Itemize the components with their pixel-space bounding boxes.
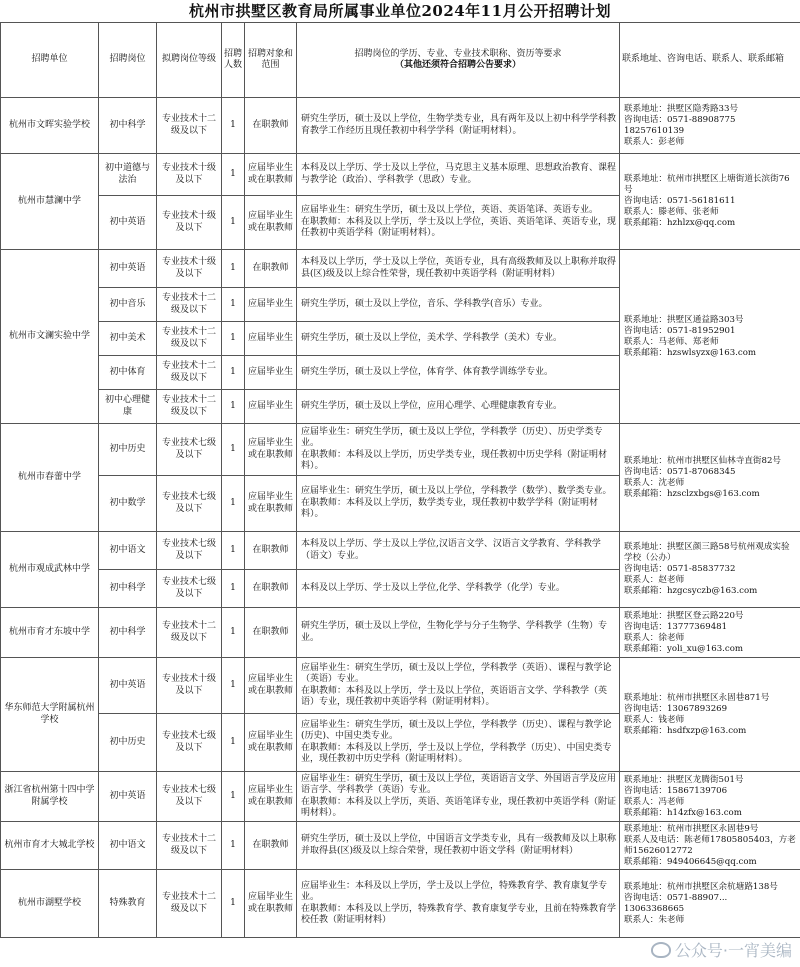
contact-line: 联系邮箱：yoli_xu@163.com [624,643,744,654]
contact-line: 联系地址：杭州市拱墅区仙林寺直街82号 [624,455,782,466]
requirements-cell [297,390,620,424]
level-cell: 专业技术十二级及以下 [157,356,222,390]
contact-line: 联系人：钱老师 [624,714,685,725]
post-cell: 初中英语 [99,196,157,250]
count-cell: 1 [222,772,245,822]
target-cell: 应届毕业生或在职教师 [245,196,297,250]
requirements-cell [297,250,620,288]
table-row [1,532,800,570]
count-cell: 1 [222,532,245,570]
requirements-cell [297,288,620,322]
contact-cell [620,870,800,938]
post-cell: 初中语文 [99,822,157,870]
unit-name-cell: 浙江省杭州第十四中学附属学校 [1,772,99,822]
page-title: 杭州市拱墅区教育局所属事业单位2024年11月公开招聘计划 [188,2,612,20]
requirements-cell [297,772,620,822]
contact-line: 联系人：朱老师 [624,914,685,925]
contact-line: 18257610139 [624,125,685,136]
contact-line: 联系人：马老师、郑老师 [624,336,719,347]
requirements-cell [297,154,620,196]
post-cell: 初中体育 [99,356,157,390]
contact-line: 咨询电话：0571-87068345 [624,466,736,477]
requirements-cell [297,608,620,658]
target-cell: 应届毕业生 [245,288,297,322]
post-cell: 初中科学 [99,570,157,608]
wechat-icon [651,942,671,958]
post-cell: 初中音乐 [99,288,157,322]
requirement-line: 应届毕业生：本科及以上学历，学士及以上学位，特殊教育学、教育康复学专业。 [301,880,608,903]
level-cell: 专业技术七级及以下 [157,714,222,772]
count-cell: 1 [222,250,245,288]
level-cell: 专业技术十二级及以下 [157,870,222,938]
count-cell: 1 [222,322,245,356]
post-cell: 初中道德与法治 [99,154,157,196]
contact-cell [620,822,800,870]
requirement-line: 应届毕业生：研究生学历，硕士及以上学位，学科教学（数学）、数学类专业。 [301,486,612,497]
count-cell: 1 [222,288,245,322]
watermark-text: 公众号·一宵美编 [674,941,792,960]
recruitment-table [0,22,800,938]
requirement-line: 在职教师：本科及以上学历，历史学类专业，现任教初中历史学科（附证明材料）。 [301,449,608,471]
unit-name-cell: 杭州市湖墅学校 [1,870,99,938]
level-cell: 专业技术十级及以下 [157,658,222,714]
requirement-line: 应届毕业生：研究生学历，硕士及以上学位，学科教学（历史）、课程与教学论(历史)、中国史类专业。 [301,719,612,742]
requirements-cell [297,822,620,870]
requirements-cell [297,356,620,390]
target-cell: 应届毕业生或在职教师 [245,154,297,196]
post-cell: 初中英语 [99,250,157,288]
target-cell: 在职教师 [245,98,297,154]
unit-name-cell: 杭州市文晖实验学校 [1,98,99,154]
header-contact: 联系地址、咨询电话、联系人、联系邮箱 [620,23,800,98]
header-count: 招聘人数 [222,23,245,98]
target-cell: 应届毕业生 [245,390,297,424]
level-cell: 专业技术十二级及以下 [157,98,222,154]
header-target: 招聘对象和范围 [245,23,297,98]
contact-line: 联系邮箱：hzswlsyzx@163.com [624,347,757,358]
contact-line: 咨询电话：0571-88907... [624,892,728,903]
target-cell: 应届毕业生 [245,322,297,356]
contact-line: 联系邮箱：hzgcsyczb@163.com [624,586,758,596]
requirement-line: 在职教师：本科及以上学历，数学类专业，现任教初中数学学科（附证明材料）。 [301,497,599,520]
post-cell: 初中科学 [99,98,157,154]
header-level: 拟聘岗位等级 [157,23,222,98]
contact-line: 咨询电话：0571-85837732 [624,564,736,574]
contact-cell [620,154,800,250]
contact-line: 联系地址：拱墅区隐秀路33号 [624,103,739,114]
contact-line: 联系人：滕老师、张老师 [624,207,719,217]
requirements-cell [297,98,620,154]
requirements-cell [297,658,620,714]
requirement-line: 研究生学历，硕士及以上学位，音乐、学科教学(音乐）专业。 [301,298,548,309]
unit-name-cell: 杭州市慧澜中学 [1,154,99,250]
count-cell: 1 [222,658,245,714]
requirement-line: 应届毕业生：研究生学历，硕士及以上学位，英语、英语笔译、英语专业。 [301,205,599,216]
unit-name-cell: 华东师范大学附属杭州学校 [1,658,99,772]
requirement-line: 研究生学历，硕士及以上学位，应用心理学、心理健康教育专业。 [301,400,563,411]
contact-line: 联系人及电话：陈老师17805805403，方老师15626012772 [624,834,796,856]
target-cell: 在职教师 [245,822,297,870]
unit-name-cell: 杭州市文澜实验中学 [1,250,99,424]
contact-line: 联系邮箱：hsdfxzp@163.com [624,725,747,736]
post-cell: 初中科学 [99,608,157,658]
table-row [1,424,800,476]
requirement-line: 研究生学历，硕士及以上学位，生物化学与分子生物学、学科教学（生物）专业。 [301,621,608,643]
contact-line: 联系地址：杭州市拱墅区余杭塘路138号 [624,881,778,892]
requirements-cell [297,570,620,608]
count-cell: 1 [222,424,245,476]
table-row [1,658,800,714]
level-cell: 专业技术十二级及以下 [157,608,222,658]
header-req-line1: 招聘岗位的学历、专业、专业技术职称、资历等要求 [354,48,562,59]
contact-line: 联系邮箱：hzhlzx@qq.com [624,218,736,228]
count-cell: 1 [222,154,245,196]
count-cell: 1 [222,822,245,870]
level-cell: 专业技术七级及以下 [157,476,222,532]
table-row [1,98,800,154]
count-cell: 1 [222,98,245,154]
table-row [1,154,800,196]
header-unit: 招聘单位 [1,23,99,98]
contact-line: 联系地址：杭州市拱墅区永固巷871号 [624,692,770,703]
contact-cell [620,250,800,424]
contact-line: 联系地址：拱墅区颜三路58号杭州观成实验学校（公办） [624,542,790,563]
requirement-line: 研究生学历，硕士及以上学位，生物学类专业，具有两年及以上初中科学学科教育教学工作经历且现任教初中科学学科（附证明材料）。 [301,114,617,136]
contact-line: 咨询电话：13067893269 [624,703,728,714]
target-cell: 应届毕业生或在职教师 [245,772,297,822]
contact-line: 13063368665 [624,903,685,914]
requirement-line: 应届毕业生：研究生学历，硕士及以上学位，学科教学（英语）、课程与教学论（英语）专业。 [301,662,612,685]
contact-cell [620,424,800,532]
requirement-line: 在职教师：本科及以上学历，学士及以上学位，英语语言文学、学科教学（英语）专业，现任教初中英语学科（附证明材料）。 [301,685,608,707]
requirements-cell [297,322,620,356]
requirements-cell [297,870,620,938]
unit-name-cell: 杭州市育才大城北学校 [1,822,99,870]
watermark [651,938,792,961]
contact-line: 联系人：赵老师 [624,575,685,585]
contact-cell [620,658,800,772]
header-requirements [297,23,620,98]
requirement-line: 在职教师：本科及以上学历，学士及以上学位，英语、英语笔译、英语专业，现任教初中英语学科（附证明材料）。 [301,216,617,239]
contact-line: 联系地址：拱墅区龙腾街501号 [624,774,744,785]
count-cell: 1 [222,570,245,608]
post-cell: 初中历史 [99,424,157,476]
contact-line: 咨询电话：15867139706 [624,785,728,796]
requirement-line: 在职教师：本科及以上学历，特殊教育学、教育康复学专业，且前在特殊教育学校任教（附证明材料） [301,903,617,925]
target-cell: 应届毕业生或在职教师 [245,870,297,938]
post-cell: 初中心理健康 [99,390,157,424]
header-post: 招聘岗位 [99,23,157,98]
requirement-line: 本科及以上学历、学士及以上学位，马克思主义基本原理、思想政治教育、课程与教学论（政治）、学科教学（思政）专业。 [301,163,617,185]
contact-line: 咨询电话：0571-56181611 [624,196,736,206]
target-cell: 应届毕业生或在职教师 [245,476,297,532]
contact-line: 联系人：彭老师 [624,136,685,147]
contact-cell [620,608,800,658]
unit-name-cell: 杭州市春蕾中学 [1,424,99,532]
level-cell: 专业技术七级及以下 [157,772,222,822]
target-cell: 在职教师 [245,250,297,288]
contact-line: 联系人：冯老师 [624,796,685,807]
post-cell: 初中数学 [99,476,157,532]
post-cell: 初中美术 [99,322,157,356]
target-cell: 应届毕业生或在职教师 [245,714,297,772]
requirement-line: 本科及以上学历、学士及以上学位,化学、学科教学（化学）专业。 [301,582,565,593]
target-cell: 在职教师 [245,532,297,570]
post-cell: 初中历史 [99,714,157,772]
count-cell: 1 [222,356,245,390]
target-cell: 应届毕业生或在职教师 [245,658,297,714]
count-cell: 1 [222,870,245,938]
table-header-row [1,23,800,98]
level-cell: 专业技术十级及以下 [157,154,222,196]
requirements-cell [297,714,620,772]
post-cell: 初中语文 [99,532,157,570]
requirement-line: 应届毕业生：研究生学历，硕士及以上学位，英语语言文学、外国语言学及应用语言学、学科教学（英语）专业。 [301,773,617,796]
requirement-line: 在职教师：本科及以上学历，学士及以上学位，学科教学（历史）、中国史类专业，现任教初中历史学科（附证明材料）。 [301,742,612,764]
requirement-line: 应届毕业生：研究生学历，硕士及以上学位，学科教学（历史）、历史学类专业。 [301,426,603,449]
level-cell: 专业技术十级及以下 [157,250,222,288]
requirements-cell [297,424,620,476]
contact-line: 联系地址：拱墅区登云路220号 [624,610,744,621]
requirement-line: 研究生学历，硕士及以上学位，美术学、学科教学（美术）专业。 [301,332,563,343]
target-cell: 应届毕业生或在职教师 [245,424,297,476]
contact-cell [620,532,800,608]
contact-line: 联系地址：拱墅区通益路303号 [624,314,744,325]
post-cell: 特殊教育 [99,870,157,938]
contact-line: 联系邮箱：h14zfx@163.com [624,807,742,818]
count-cell: 1 [222,714,245,772]
contact-line: 咨询电话：0571-88908775 [624,114,736,125]
level-cell: 专业技术七级及以下 [157,532,222,570]
level-cell: 专业技术十二级及以下 [157,390,222,424]
count-cell: 1 [222,476,245,532]
unit-name-cell: 杭州市观成武林中学 [1,532,99,608]
level-cell: 专业技术七级及以下 [157,570,222,608]
table-row [1,870,800,938]
count-cell: 1 [222,390,245,424]
requirement-line: 在职教师：本科及以上学历，英语、英语笔译专业，现任教初中英语学科（附证明材料）。 [301,796,617,818]
table-row [1,772,800,822]
target-cell: 在职教师 [245,608,297,658]
header-req-line2: （其他还须符合招聘公告要求） [394,60,521,70]
count-cell: 1 [222,608,245,658]
level-cell: 专业技术七级及以下 [157,424,222,476]
contact-line: 联系邮箱：949406645@qq.com [624,856,757,867]
level-cell: 专业技术十二级及以下 [157,822,222,870]
target-cell: 在职教师 [245,570,297,608]
contact-cell [620,772,800,822]
contact-line: 联系人：徐老师 [624,632,685,643]
level-cell: 专业技术十二级及以下 [157,322,222,356]
contact-cell [620,98,800,154]
level-cell: 专业技术十二级及以下 [157,288,222,322]
requirements-cell [297,196,620,250]
level-cell: 专业技术十级及以下 [157,196,222,250]
contact-line: 咨询电话：0571-81952901 [624,325,736,336]
requirement-line: 研究生学历，硕士及以上学位，体育学、体育教学训练学专业。 [301,366,554,377]
requirement-line: 本科及以上学历，学士及以上学位，英语专业，具有高级教师及以上职称并取得县(区)级及以上综合性荣誉，现任教初中英语学科（附证明材料） [301,257,617,279]
requirements-cell [297,476,620,532]
count-cell: 1 [222,196,245,250]
contact-line: 联系邮箱：hzsclzxbgs@163.com [624,488,760,499]
unit-name-cell: 杭州市育才东坡中学 [1,608,99,658]
table-row [1,250,800,288]
target-cell: 应届毕业生 [245,356,297,390]
contact-line: 联系地址：杭州市拱墅区永固巷9号 [624,823,759,834]
table-row [1,822,800,870]
contact-line: 联系人：沈老师 [624,477,685,488]
contact-line: 联系地址：杭州市拱墅区上塘街道长滨街76号 [624,174,790,195]
table-row [1,608,800,658]
requirement-line: 研究生学历，硕士及以上学位，中国语言文学类专业，具有一级教师及以上职称并取得县(区)级及以上综合荣誉，现任教初中语文学科（附证明材料） [301,834,617,856]
requirement-line: 本科及以上学历、学士及以上学位,汉语言文学、汉语言文学教育、学科教学（语文）专业。 [301,539,601,561]
post-cell: 初中英语 [99,772,157,822]
post-cell: 初中英语 [99,658,157,714]
requirements-cell [297,532,620,570]
contact-line: 咨询电话：13777369481 [624,621,728,632]
